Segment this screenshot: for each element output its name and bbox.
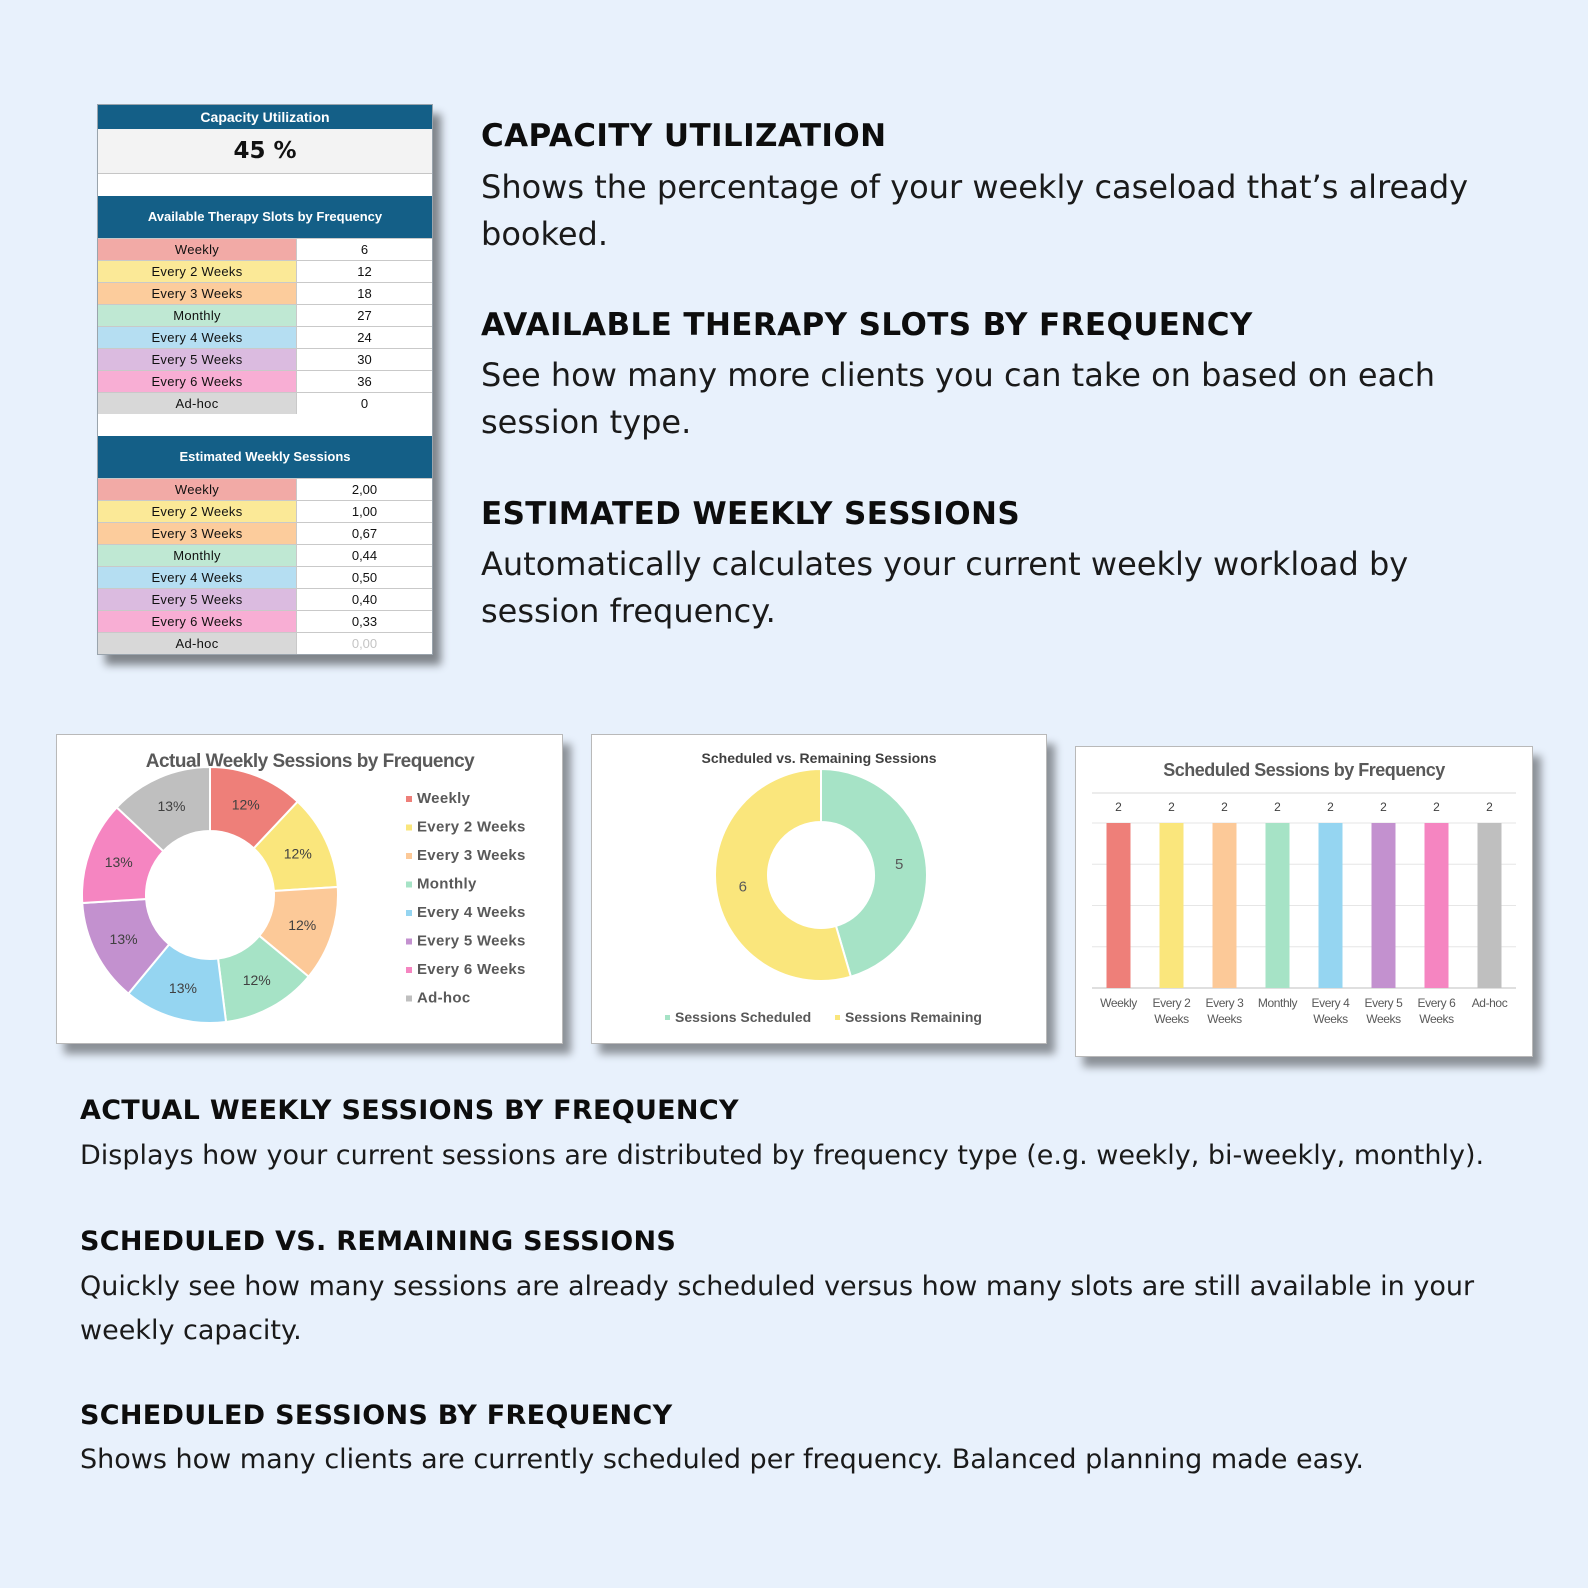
legend-entry: Every 2 Weeks <box>417 818 526 836</box>
scheduled-remaining-description: Quickly see how many sessions are already scheduled versus how many slots are still available in your weekly capacity. <box>80 1271 1475 1346</box>
row-value: 12 <box>297 261 432 282</box>
row-value: 0,50 <box>297 567 432 588</box>
legend-swatch <box>406 939 412 945</box>
legend-swatch <box>665 1015 670 1020</box>
row-value: 1,00 <box>297 501 432 522</box>
table-row <box>98 588 432 610</box>
table-row <box>98 304 432 326</box>
row-value: 27 <box>297 305 432 326</box>
slice-label: 12% <box>283 845 312 862</box>
bar-value-label: 2 <box>1380 800 1387 814</box>
x-tick-label: Every 3 <box>1205 996 1244 1010</box>
legend-entry: Sessions Scheduled <box>675 1009 812 1025</box>
x-tick-label: Every 5 <box>1364 996 1403 1010</box>
x-tick-label: Weeks <box>1366 1012 1401 1026</box>
legend-swatch <box>406 996 412 1002</box>
table-row <box>98 544 432 566</box>
bar <box>1425 823 1449 988</box>
row-label: Every 3 Weeks <box>98 283 297 304</box>
scheduled-remaining-svg <box>592 735 1046 1043</box>
row-label: Every 2 Weeks <box>98 501 297 522</box>
bar <box>1213 823 1237 988</box>
x-tick-label: Weeks <box>1207 1012 1242 1026</box>
bar <box>1107 823 1131 988</box>
row-value: 24 <box>297 327 432 348</box>
row-value: 6 <box>297 239 432 260</box>
scheduled-frequency-svg <box>1076 747 1532 1056</box>
legend-entry: Monthly <box>417 875 477 893</box>
legend-entry: Every 4 Weeks <box>417 904 526 921</box>
row-value: 0,40 <box>297 589 432 610</box>
slice-label: 6 <box>738 878 747 896</box>
bar <box>1478 823 1502 988</box>
row-value: 18 <box>297 283 432 304</box>
row-label: Monthly <box>98 545 297 566</box>
capacity-title: CAPACITY UTILIZATION <box>481 118 887 154</box>
row-value: 0,00 <box>297 633 432 654</box>
weekly-table <box>98 478 432 654</box>
weekly-description: Automatically calculates your current weekly workload by session frequency. <box>481 545 1409 630</box>
scheduled-frequency-description: Shows how many clients are currently scheduled per frequency. Balanced planning made easy. <box>80 1444 1364 1475</box>
row-value: 0 <box>297 393 432 414</box>
legend-swatch <box>406 853 412 859</box>
table-row <box>98 632 432 654</box>
table-row <box>98 478 432 500</box>
table-row <box>98 348 432 370</box>
row-label: Every 6 Weeks <box>98 611 297 632</box>
legend-swatch <box>406 796 412 802</box>
legend-swatch <box>406 882 412 888</box>
bar-value-label: 2 <box>1168 800 1175 814</box>
table-row <box>98 238 432 260</box>
x-tick-label: Weeks <box>1419 1012 1454 1026</box>
capacity-header: Capacity Utilization <box>98 105 432 129</box>
bar-value-label: 2 <box>1274 800 1281 814</box>
chart-title: Actual Weekly Sessions by Frequency <box>145 751 475 772</box>
bar-value-label: 2 <box>1433 800 1440 814</box>
spacer <box>98 174 432 196</box>
x-tick-label: Every 4 <box>1311 996 1350 1010</box>
row-label: Weekly <box>98 479 297 500</box>
table-row <box>98 260 432 282</box>
row-label: Ad-hoc <box>98 393 297 414</box>
actual-sessions-description: Displays how your current sessions are distributed by frequency type (e.g. weekly, bi-weekly, monthly). <box>80 1140 1485 1171</box>
capacity-value: 45 % <box>98 129 432 174</box>
bar <box>1372 823 1396 988</box>
dashboard-table-panel <box>97 104 433 655</box>
slots-title: AVAILABLE THERAPY SLOTS BY FREQUENCY <box>481 307 1253 343</box>
table-row <box>98 500 432 522</box>
capacity-description: Shows the percentage of your weekly caseload that’s already booked. <box>481 168 1469 253</box>
table-row <box>98 370 432 392</box>
table-row <box>98 392 432 414</box>
x-tick-label: Monthly <box>1257 996 1298 1010</box>
slice-label: 12% <box>242 971 271 988</box>
legend-swatch <box>406 967 412 973</box>
spacer <box>98 414 432 436</box>
weekly-header: Estimated Weekly Sessions <box>98 436 432 478</box>
bar <box>1319 823 1343 988</box>
row-label: Every 5 Weeks <box>98 589 297 610</box>
table-row <box>98 566 432 588</box>
row-value: 0,67 <box>297 523 432 544</box>
row-label: Every 2 Weeks <box>98 261 297 282</box>
row-label: Ad-hoc <box>98 633 297 654</box>
bar-value-label: 2 <box>1221 800 1228 814</box>
chart-title: Scheduled vs. Remaining Sessions <box>701 750 937 766</box>
table-row <box>98 282 432 304</box>
table-row <box>98 522 432 544</box>
table-row <box>98 326 432 348</box>
bar <box>1266 823 1290 988</box>
legend-swatch <box>835 1015 840 1020</box>
slice-label: 13% <box>109 930 138 947</box>
bar-value-label: 2 <box>1115 800 1122 814</box>
legend-entry: Sessions Remaining <box>845 1009 982 1025</box>
bar <box>1160 823 1184 988</box>
table-row <box>98 610 432 632</box>
row-label: Every 6 Weeks <box>98 371 297 392</box>
actual-sessions-title: ACTUAL WEEKLY SESSIONS BY FREQUENCY <box>80 1095 739 1126</box>
slice-label: 13% <box>104 854 133 871</box>
row-label: Monthly <box>98 305 297 326</box>
scheduled-remaining-chart <box>591 734 1047 1044</box>
row-value: 0,44 <box>297 545 432 566</box>
x-tick-label: Weeks <box>1313 1012 1348 1026</box>
legend-entry: Every 5 Weeks <box>417 932 526 950</box>
x-tick-label: Every 2 <box>1152 996 1191 1010</box>
legend-swatch <box>406 825 412 831</box>
row-label: Every 5 Weeks <box>98 349 297 370</box>
actual-sessions-svg <box>57 735 562 1043</box>
row-label: Every 4 Weeks <box>98 567 297 588</box>
actual-sessions-chart <box>56 734 563 1044</box>
row-value: 30 <box>297 349 432 370</box>
weekly-title: ESTIMATED WEEKLY SESSIONS <box>481 496 1021 532</box>
slice-label: 13% <box>168 980 197 997</box>
x-tick-label: Every 6 <box>1417 996 1456 1010</box>
row-label: Every 3 Weeks <box>98 523 297 544</box>
slice-label: 12% <box>288 916 317 933</box>
slots-description: See how many more clients you can take on based on each session type. <box>481 356 1436 441</box>
bar-value-label: 2 <box>1327 800 1334 814</box>
slots-table <box>98 238 432 414</box>
slots-header: Available Therapy Slots by Frequency <box>98 196 432 238</box>
scheduled-frequency-chart <box>1075 746 1533 1057</box>
chart-title: Scheduled Sessions by Frequency <box>1163 760 1445 780</box>
row-label: Every 4 Weeks <box>98 327 297 348</box>
legend-swatch <box>406 910 412 916</box>
bar-value-label: 2 <box>1486 800 1493 814</box>
scheduled-frequency-title: SCHEDULED SESSIONS BY FREQUENCY <box>80 1400 673 1431</box>
legend-entry: Every 6 Weeks <box>417 961 526 978</box>
legend-entry: Every 3 Weeks <box>417 847 526 864</box>
row-value: 36 <box>297 371 432 392</box>
slice-label: 13% <box>157 797 186 814</box>
row-value: 0,33 <box>297 611 432 632</box>
slice-label: 5 <box>895 856 904 874</box>
legend-entry: Weekly <box>417 790 471 807</box>
scheduled-remaining-title: SCHEDULED VS. REMAINING SESSIONS <box>80 1226 677 1257</box>
legend-entry: Ad-hoc <box>417 989 471 1007</box>
row-value: 2,00 <box>297 479 432 500</box>
row-label: Weekly <box>98 239 297 260</box>
x-tick-label: Weeks <box>1154 1012 1189 1026</box>
x-tick-label: Weekly <box>1100 996 1137 1010</box>
slice-label: 12% <box>231 796 260 813</box>
x-tick-label: Ad-hoc <box>1471 996 1508 1010</box>
